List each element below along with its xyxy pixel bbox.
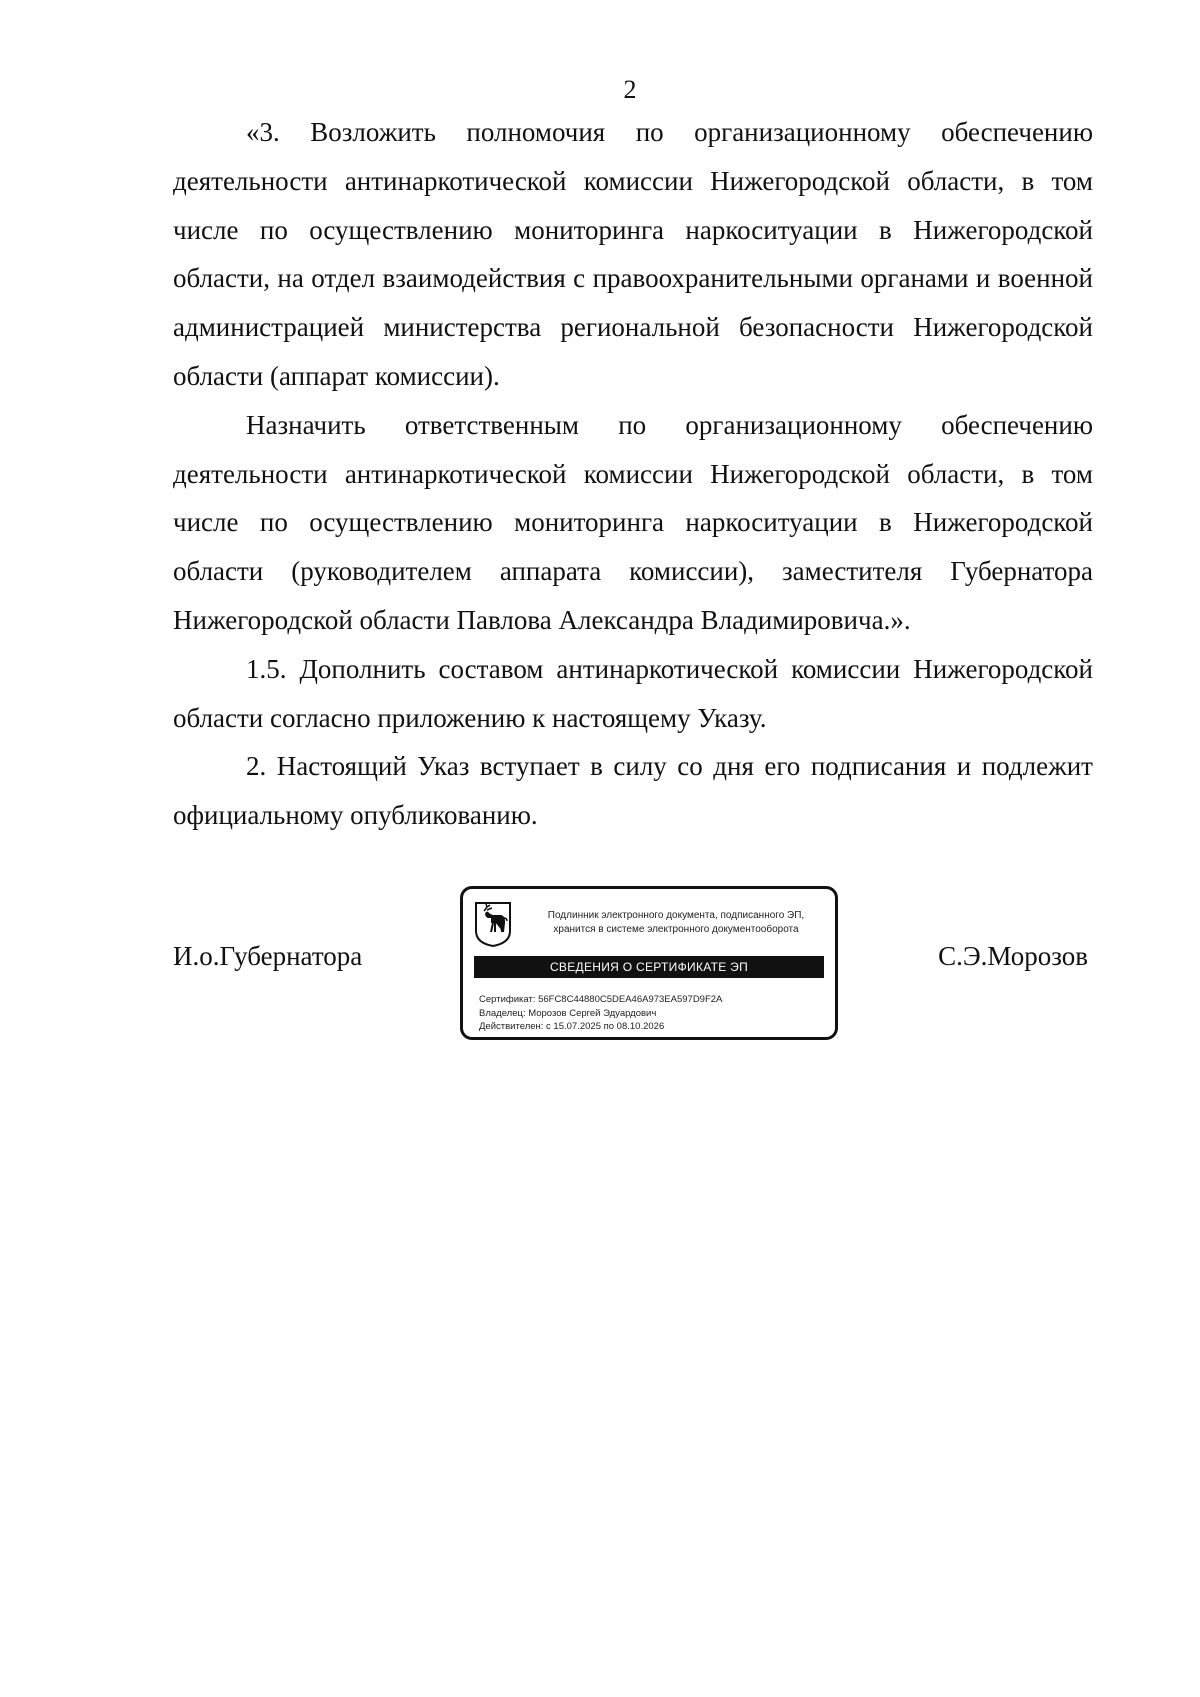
paragraph-appoint-responsible: Назначить ответственным по организационному обеспечению деятельности антинаркотической комиссии Нижегородской области, в том числе по осуществлению мониторинга наркоситуации в Нижегородской области (руководителем аппарата комиссии), заместителя Губернатора Нижегородской области Павлова Александра Владимировича.». xyxy=(173,409,1093,635)
document-body xyxy=(173,108,1093,840)
signature-block xyxy=(0,886,1200,1046)
certificate-number: Сертификат: 56FC8C44880C5DEA46A973EA597D9F2A xyxy=(479,994,723,1005)
stamp-header-line: Подлинник электронного документа, подписанного ЭП, xyxy=(547,910,805,921)
stamp-header-line: хранится в системе электронного документооборота xyxy=(553,924,799,935)
paragraph-item-2: 2. Настоящий Указ вступает в силу со дня его подписания и подлежит официальному опубликованию. xyxy=(173,751,1093,831)
electronic-signature-stamp xyxy=(460,886,838,1040)
page-number: 2 xyxy=(623,75,637,104)
certificate-owner: Владелец: Морозов Сергей Эдуардович xyxy=(479,1007,657,1019)
paragraph-item-3: «3. Возложить полномочия по организационному обеспечению деятельности антинаркотической комиссии Нижегородской области, в том числе по осуществлению мониторинга наркоситуации в Нижегородской области, на отдел взаимодействия с правоохранительными органами и военной администрацией министерства региональной безопасности Нижегородской области (аппарат комиссии). xyxy=(173,117,1093,391)
stamp-header xyxy=(521,909,831,937)
nizhny-novgorod-deer-emblem-icon xyxy=(474,901,512,947)
stamp-details xyxy=(479,993,722,1034)
signer-title: И.о.Губернатора xyxy=(173,941,363,971)
paragraph-item-1-5: 1.5. Дополнить составом антинаркотической комиссии Нижегородской области согласно приложению к настоящему Указу. xyxy=(173,653,1093,733)
signer-name: С.Э.Морозов xyxy=(938,941,1088,971)
stamp-banner: СВЕДЕНИЯ О СЕРТИФИКАТЕ ЭП xyxy=(474,956,824,978)
certificate-validity: Действителен: с 15.07.2025 по 08.10.2026 xyxy=(479,1021,665,1032)
